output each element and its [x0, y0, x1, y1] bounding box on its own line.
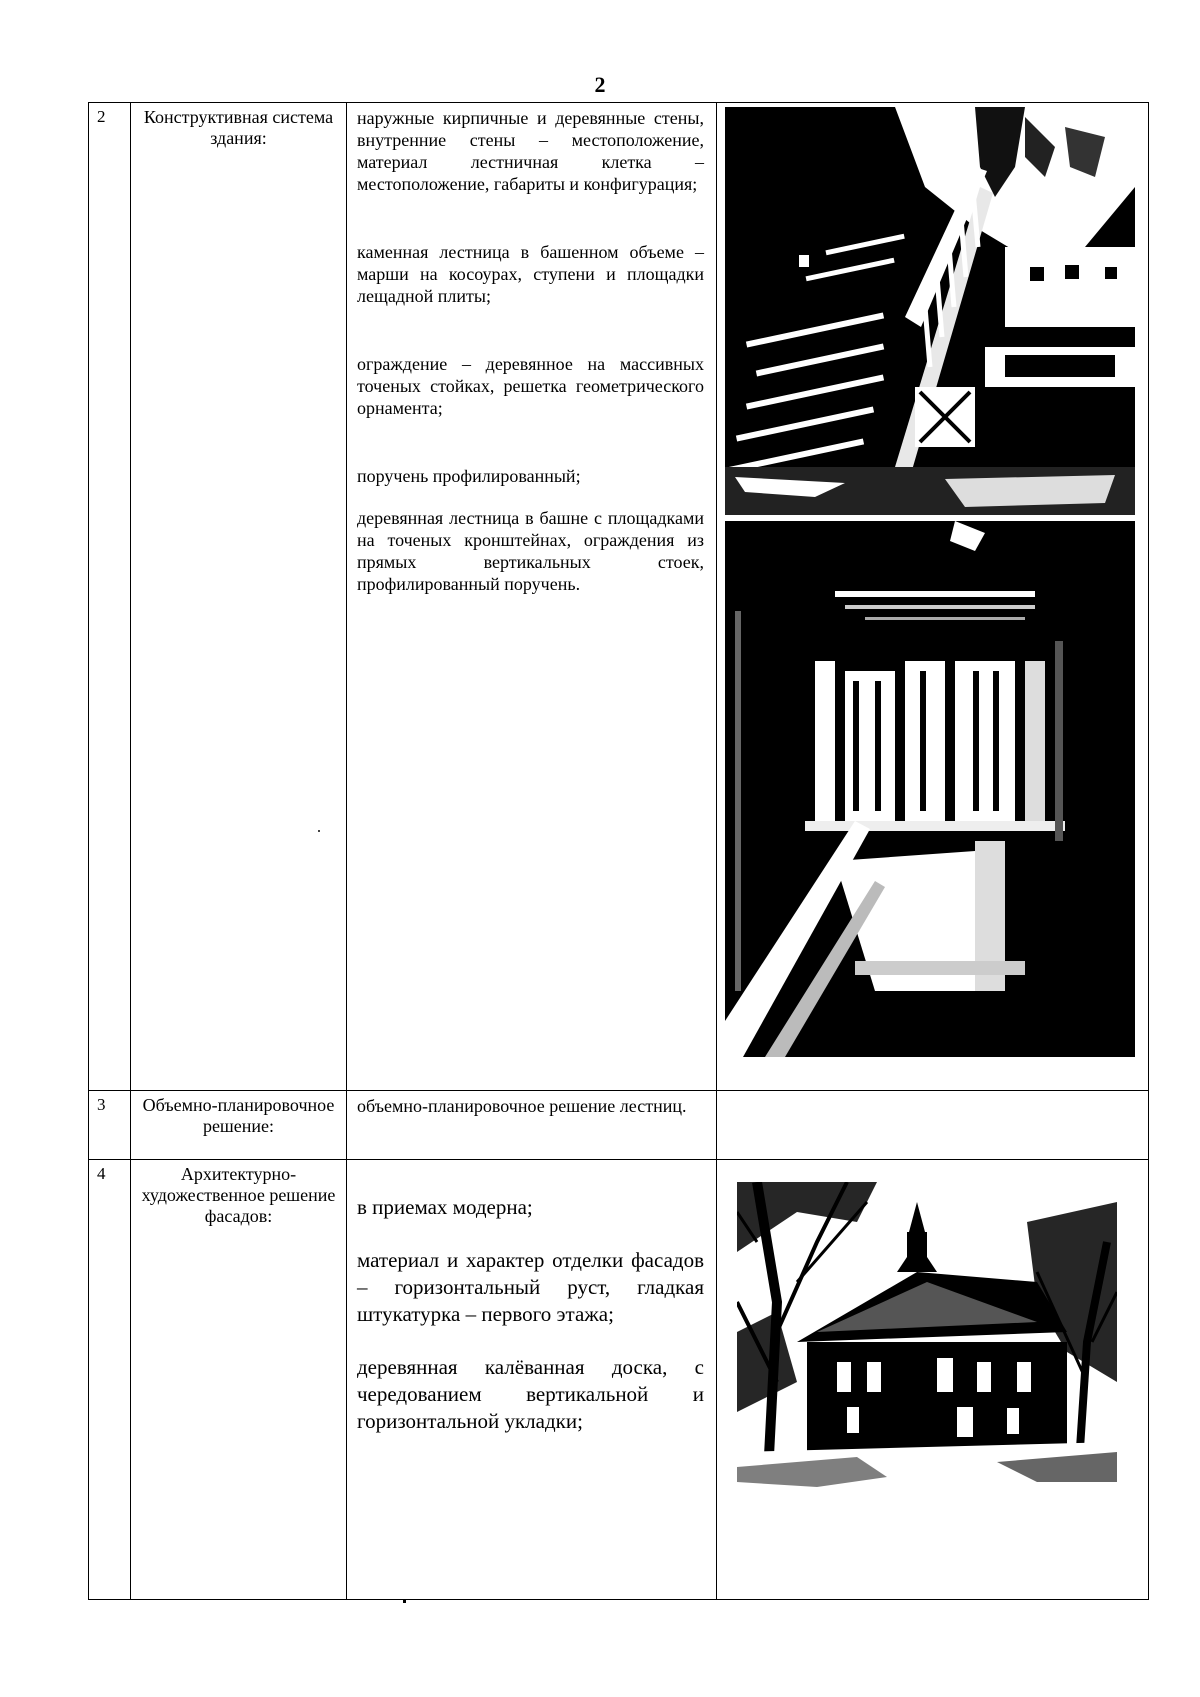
paragraph: наружные кирпичные и деревянные стены, внутренние стены – местоположение, материал лестничная клетка – местоположение, габариты и конфигурация;: [357, 108, 704, 194]
tower-stair-photo: [725, 521, 1135, 1057]
row-label: Объемно-планировочное решение:: [142, 1095, 335, 1136]
row-photo-cell: [717, 1160, 1149, 1600]
paragraph: в приемах модерна;: [357, 1195, 533, 1219]
table-row: [89, 1160, 1149, 1600]
page-number: 2: [594, 72, 606, 97]
paragraph: деревянная калёванная доска, с чередованием вертикальной и горизонтальной укладки;: [357, 1355, 704, 1433]
row-text-cell: [347, 103, 717, 1091]
scan-speck: [318, 830, 320, 832]
paragraph: объемно-планировочное решение лестниц.: [357, 1096, 687, 1116]
row-label: Конструктивная система здания:: [143, 107, 334, 148]
row-text-cell: [347, 1160, 717, 1600]
row-number-cell: [89, 103, 131, 1091]
row-photo-cell: [717, 1091, 1149, 1160]
row-label-cell: [131, 1160, 347, 1600]
row-number: 2: [97, 107, 106, 126]
row-number-cell: [89, 1091, 131, 1160]
row-text-cell: [347, 1091, 717, 1160]
paragraph: каменная лестница в башенном объеме – марши на косоурах, ступени и площадки лещадной плиты;: [357, 242, 704, 306]
row-number: 3: [97, 1095, 106, 1114]
row-label-cell: [131, 1091, 347, 1160]
row-text: [347, 103, 716, 595]
row-text: [347, 1091, 716, 1117]
row-label-cell: [131, 103, 347, 1091]
facade-photo: [737, 1182, 1117, 1494]
row-number: 4: [97, 1164, 106, 1183]
scan-dot: [403, 1600, 406, 1603]
table-row: [89, 1091, 1149, 1160]
paragraph: ограждение – деревянное на массивных точеных стойках, решетка геометрического орнамента;: [357, 354, 704, 418]
row-text: [347, 1160, 716, 1435]
paragraph: поручень профилированный;: [357, 466, 581, 486]
table-row: [89, 103, 1149, 1091]
row-photo-cell: [717, 103, 1149, 1091]
document-table: [88, 102, 1149, 1600]
row-number-cell: [89, 1160, 131, 1600]
row-label: Архитектурно-художественное решение фасадов:: [141, 1164, 336, 1226]
staircase-photo: [725, 107, 1135, 515]
paragraph: деревянная лестница в башне с площадками на точеных кронштейнах, ограждения из прямых вертикальных стоек, профилированный поручень.: [357, 508, 704, 594]
paragraph: материал и характер отделки фасадов – горизонтальный руст, гладкая штукатурка – первого этажа;: [357, 1248, 704, 1326]
